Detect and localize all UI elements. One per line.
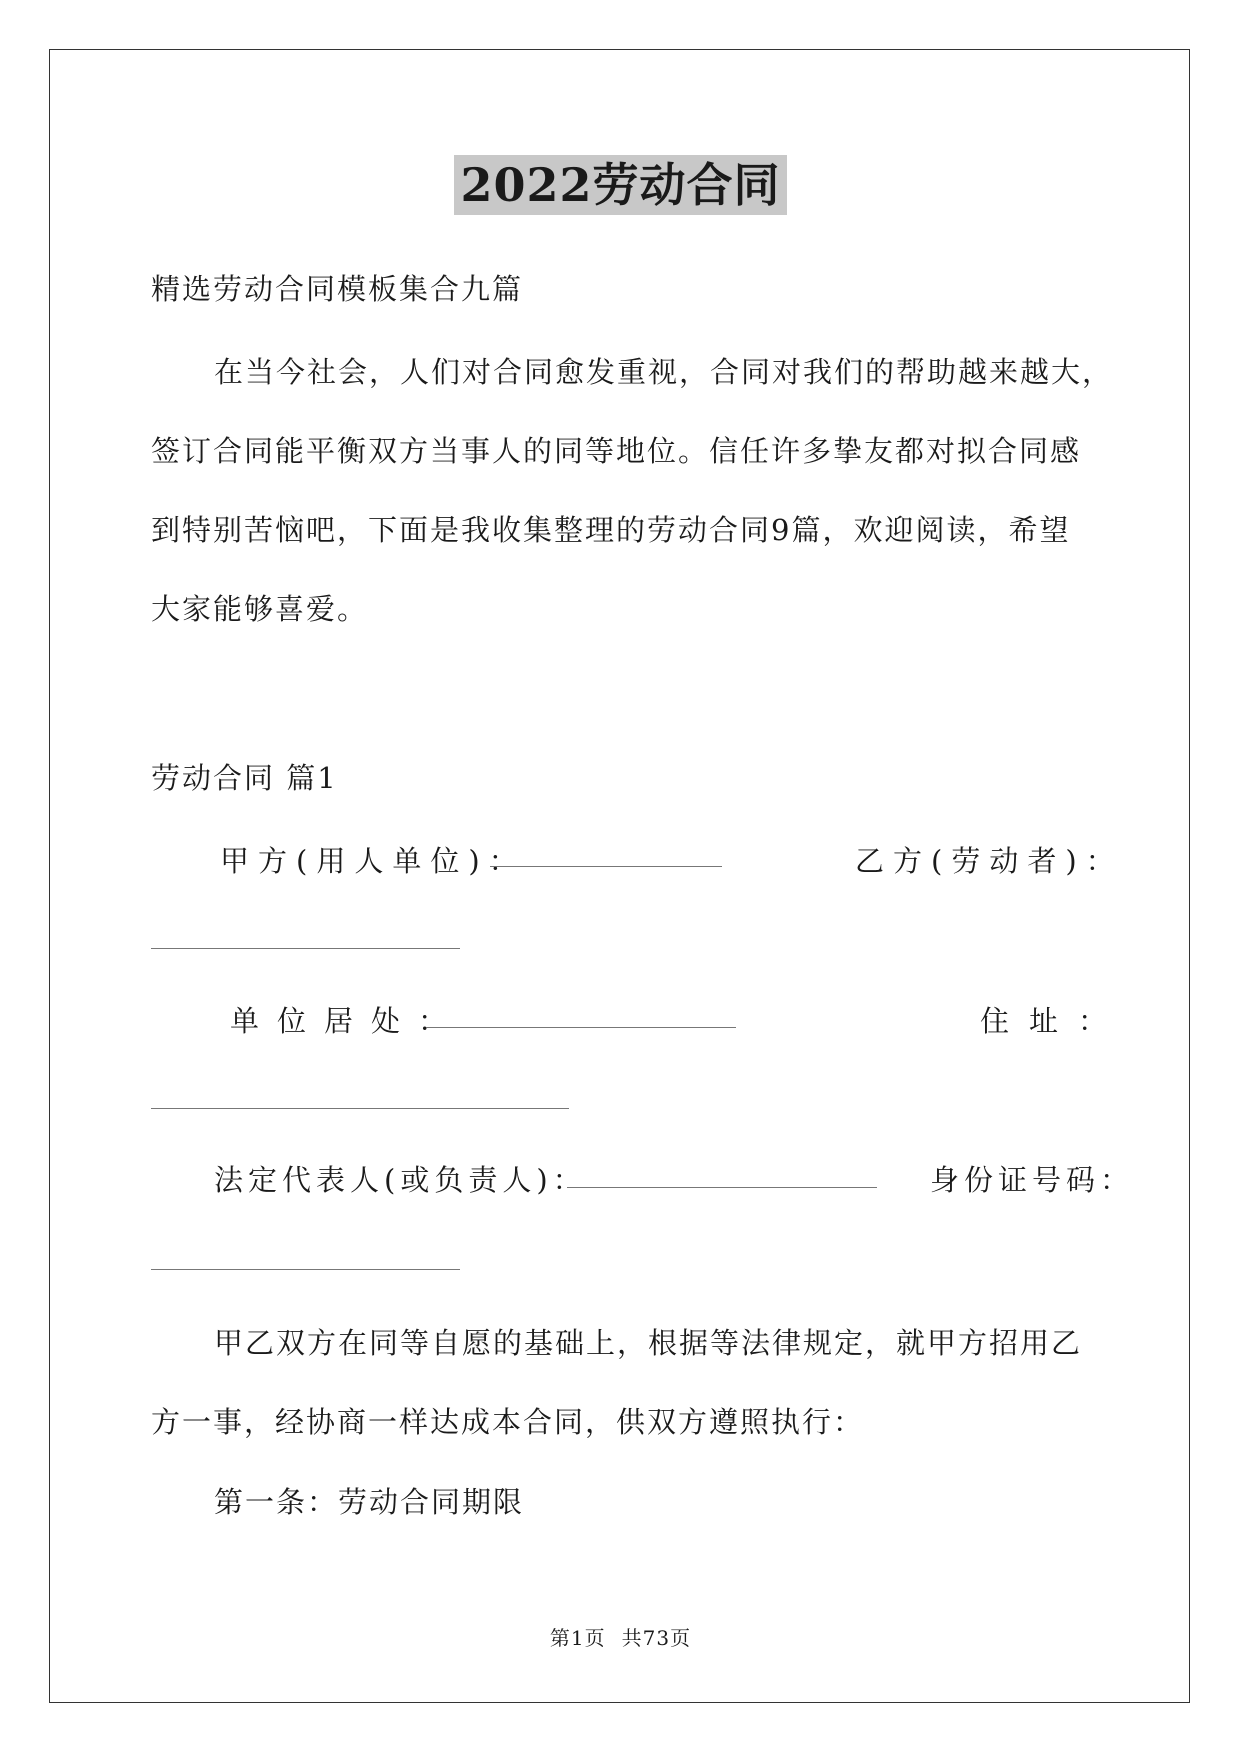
intro-line-3: 到特别苦恼吧，下面是我收集整理的劳动合同9篇，欢迎阅读，希望: [151, 513, 1071, 547]
intro-line-4: 大家能够喜爱。: [151, 592, 369, 626]
page-total: 共73页: [621, 1626, 692, 1650]
unit-address-blank[interactable]: [426, 1027, 736, 1028]
body-line-1: 甲乙双方在同等自愿的基础上，根据等法律规定，就甲方招用乙: [214, 1326, 1083, 1360]
document-title: [0, 155, 1241, 215]
unit-address-label: 单位居处：: [230, 1004, 466, 1038]
page-footer: [0, 1622, 1241, 1651]
id-number-blank[interactable]: [151, 1269, 460, 1270]
legal-rep-label: 法定代表人(或负责人)：: [214, 1163, 587, 1197]
party-a-blank[interactable]: [490, 866, 722, 867]
party-b-blank[interactable]: [151, 948, 460, 949]
page-number: 第1页: [549, 1626, 606, 1650]
article-1-heading: 第一条：劳动合同期限: [214, 1485, 525, 1519]
address-blank[interactable]: [151, 1108, 569, 1109]
party-b-label: 乙方(劳动者)：: [855, 844, 1124, 878]
body-line-2: 方一事，经协商一样达成本合同，供双方遵照执行：: [151, 1405, 865, 1439]
intro-line-1: 在当今社会，人们对合同愈发重视，合同对我们的帮助越来越大，: [214, 355, 1114, 389]
document-title-text: 2022劳动合同: [454, 155, 786, 215]
subtitle: 精选劳动合同模板集合九篇: [151, 272, 524, 306]
intro-line-2: 签订合同能平衡双方当事人的同等地位。信任许多挚友都对拟合同感: [151, 434, 1082, 468]
legal-rep-blank[interactable]: [567, 1187, 877, 1188]
section-heading: 劳动合同 篇1: [151, 761, 338, 795]
party-a-label: 甲方(用人单位)：: [220, 844, 527, 878]
address-label: 住址：: [980, 1004, 1128, 1038]
id-number-label: 身份证号码：: [930, 1163, 1135, 1197]
